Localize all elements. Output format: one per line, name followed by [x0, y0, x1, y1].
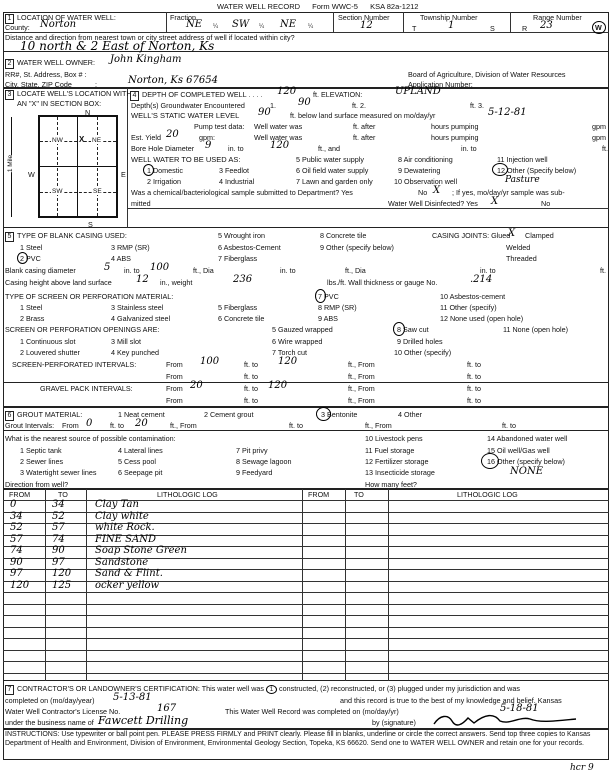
elevation-value[interactable]: UPLAND	[395, 86, 441, 97]
well-water-was-1: Well water was	[254, 122, 303, 131]
log-cell-desc[interactable]: Soap Stone Green	[95, 545, 187, 556]
log-cell-desc[interactable]: FINE SAND	[95, 533, 156, 545]
static-text: ft. below land surface measured on mo/day/yr	[290, 111, 436, 120]
log-cell-desc[interactable]: Sand & Flint.	[95, 568, 163, 579]
screen-abs[interactable]: 9 ABS	[318, 314, 338, 323]
grout-intervals-label: Grout Intervals:	[5, 421, 55, 430]
contam-sewer[interactable]: 2 Sewer lines	[20, 457, 64, 466]
business-label: under the business name of	[5, 718, 94, 727]
contamination-label: What is the nearest source of possible contamination:	[5, 434, 176, 443]
bore-ft-and: ft., and	[318, 144, 340, 153]
gravel-ft-to-2: ft. to	[467, 384, 481, 393]
casing-ft-end: ft.	[600, 266, 606, 275]
range-value[interactable]: 23	[540, 20, 553, 31]
joints-clamped[interactable]: Clamped	[525, 231, 554, 240]
township-label: Township Number	[420, 13, 478, 22]
bore-label: Bore Hole Diameter	[131, 144, 195, 153]
se-quadrant-label: SE	[93, 188, 102, 195]
grout-to-value[interactable]: 20	[135, 418, 148, 429]
opening-none[interactable]: 11 None (open hole)	[503, 325, 568, 334]
casing-rmp[interactable]: 3 RMP (SR)	[111, 243, 150, 252]
contam-feedyard[interactable]: 9 Feedyard	[236, 468, 273, 477]
groundwater-label: Depth(s) Groundwater Encountered	[131, 101, 245, 110]
perf-ft-to-3: ft. to	[244, 372, 258, 381]
log-header-from: FROM	[9, 490, 31, 499]
completed-date[interactable]: 5-13-81	[113, 692, 152, 703]
title-text: WATER WELL RECORD	[217, 2, 301, 11]
bore-in-to-2: in. to	[461, 144, 477, 153]
wall-thickness-value[interactable]: .214	[470, 274, 493, 285]
perf-from-value[interactable]: 100	[200, 356, 220, 367]
distance-value[interactable]: 10 north & 2 East of Norton, Ks	[20, 39, 215, 53]
sample-no: No	[418, 188, 428, 197]
contam-oilwell[interactable]: 15 Oil well/Gas well	[487, 446, 550, 455]
form-number: Form WWC-5	[312, 2, 358, 11]
quarter-mark: ¼	[308, 24, 314, 30]
feet-label: How many feet?	[365, 480, 417, 489]
grout-bentonite-circle	[316, 407, 331, 421]
gravel-intervals-label: GRAVEL PACK INTERVALS:	[40, 384, 133, 393]
county-label: County:	[5, 23, 30, 32]
casing-height-value[interactable]: 12	[136, 274, 149, 285]
opening-saw-circle	[393, 322, 405, 336]
range-direction-circle	[592, 21, 606, 34]
screen-steel[interactable]: 1 Steel	[20, 303, 43, 312]
contam-abandoned[interactable]: 14 Abandoned water well	[487, 434, 568, 443]
log-rule	[3, 661, 609, 662]
sample-tail: ; If yes, mo/day/yr sample was sub-	[452, 188, 565, 197]
screen-other[interactable]: 11 Other (specify)	[440, 303, 497, 312]
contam-privy[interactable]: 7 Pit privy	[236, 446, 268, 455]
instructions-text: INSTRUCTIONS: Use typewriter or ball point pen. PLEASE PRESS FIRMLY and PRINT clearly. Please fill in blanks, underline or circle the correct answers. Send top three copies to Kansas Department of Health and Environment, Division of Environment, Environmental Geology Section, Topeka, KS 66620. Send one to WATER WELL OWNER and retain one for your records.	[5, 731, 591, 747]
ft-after-2: ft. after	[353, 133, 376, 142]
fraction-label: Fraction	[170, 13, 196, 22]
record-date-label: This Water Well Record was completed on (mo/day/yr)	[225, 707, 399, 716]
contam-watertight[interactable]: 3 Watertight sewer lines	[20, 468, 97, 477]
contam-seepage[interactable]: 6 Seepage pit	[118, 468, 163, 477]
log-header-lithology-2: LITHOLOGIC LOG	[457, 490, 518, 499]
completed-label: completed on (mo/day/year)	[5, 696, 95, 705]
perf-ft-to-2: ft. to	[467, 360, 481, 369]
city-value[interactable]: Norton, Ks 67654	[128, 75, 218, 86]
sample-mitted: mitted	[131, 199, 151, 208]
depth-value[interactable]: 120	[277, 86, 297, 97]
section-6-box	[3, 407, 609, 431]
wall-thickness-label: lbs./ft. Wall thickness or gauge No.	[327, 278, 438, 287]
business-name-value[interactable]: Fawcett Drilling	[98, 714, 189, 727]
log-cell-to[interactable]: 57	[52, 522, 65, 533]
use-irrigation[interactable]: 2 Irrigation	[147, 177, 181, 186]
opening-wire[interactable]: 6 Wire wrapped	[272, 337, 323, 346]
bore-ft-end: ft.	[602, 144, 608, 153]
joints-threaded[interactable]: Threaded	[506, 254, 537, 263]
record-date-value[interactable]: 5-18-81	[500, 703, 539, 714]
log-cell-desc[interactable]: white Rock.	[95, 522, 155, 533]
section-3-label: 3 LOCATE WELL'S LOCATION WITH AN "X" IN SECTION BOX:	[5, 90, 132, 108]
log-rule	[3, 604, 609, 605]
screen-asbestos[interactable]: 10 Asbestos-cement	[440, 292, 506, 301]
sw-quadrant-label: SW	[52, 188, 63, 195]
well-location-mark: X	[79, 135, 85, 144]
casing-other[interactable]: 9 Other (specify below)	[320, 243, 394, 252]
casing-in-to-3: in. to	[480, 266, 496, 275]
log-rule	[3, 523, 609, 524]
city-colon: :	[95, 80, 97, 89]
log-rule	[3, 592, 609, 593]
ft-unit: ft.	[313, 90, 319, 99]
log-rule	[3, 627, 609, 628]
screen-fiberglass[interactable]: 5 Fiberglass	[218, 303, 258, 312]
contam-septic[interactable]: 1 Septic tank	[20, 446, 62, 455]
quarter-mark: ¼	[213, 24, 219, 30]
log-rule	[3, 569, 609, 570]
elevation-label: ELEVATION:	[321, 90, 363, 99]
yield-label: Est. Yield	[131, 133, 161, 142]
grout-bentonite[interactable]: 3 Bentonite	[321, 410, 358, 419]
mile-scale-label: 1 Mile	[7, 154, 15, 173]
footer-note: hcr 9	[570, 763, 594, 773]
well-water-was-2: Well water was	[254, 133, 303, 142]
section-number-label: Section Number	[338, 13, 390, 22]
log-rule	[3, 615, 609, 616]
gravel-from-value[interactable]: 20	[190, 380, 203, 391]
opening-drilled[interactable]: 9 Drilled holes	[397, 337, 443, 346]
grout-ft-to-2: ft. to	[289, 421, 303, 430]
county-value[interactable]: Norton	[40, 19, 77, 30]
grout-from-value[interactable]: 0	[86, 418, 93, 429]
log-rule	[3, 500, 609, 501]
casing-steel[interactable]: 1 Steel	[20, 243, 43, 252]
opening-other[interactable]: 10 Other (specify)	[394, 348, 452, 357]
casing-in-to: in. to	[124, 266, 140, 275]
joints-label: CASING JOINTS: Glued	[432, 231, 511, 240]
distance-label: Distance and direction from nearest town or city street address of well if located within city?	[5, 33, 295, 42]
casing-wrought[interactable]: 5 Wrought iron	[218, 231, 266, 240]
gravel-ft-from: ft., From	[348, 384, 375, 393]
east-label: E	[121, 170, 126, 179]
screen-brass[interactable]: 2 Brass	[20, 314, 45, 323]
grout-other[interactable]: 4 Other	[398, 410, 422, 419]
log-cell-from[interactable]: 52	[10, 522, 23, 533]
log-cell-to[interactable]: 74	[52, 533, 65, 545]
static-level-label: WELL'S STATIC WATER LEVEL	[131, 111, 240, 120]
screen-rmp[interactable]: 8 RMP (SR)	[318, 303, 357, 312]
opening-mill[interactable]: 3 Mill slot	[111, 337, 141, 346]
casing-in-to-2: in. to	[280, 266, 296, 275]
screen-none[interactable]: 12 None used (open hole)	[440, 314, 524, 323]
grout-neat[interactable]: 1 Neat cement	[118, 410, 165, 419]
contam-insecticide[interactable]: 13 Insecticide storage	[365, 468, 435, 477]
range-label: Range Number	[533, 13, 582, 22]
screen-material-label: TYPE OF SCREEN OR PERFORATION MATERIAL:	[5, 292, 174, 301]
contam-fuel[interactable]: 11 Fuel storage	[365, 446, 415, 455]
gpm-2: gpm	[592, 133, 606, 142]
certification-line-1: 7 CONTRACTOR'S OR LANDOWNER'S CERTIFICATION: This water well was 1 constructed, (2) reconstructed, or (3) plugged under my jurisdiction and was	[5, 684, 520, 695]
screen-pvc-circle	[315, 289, 326, 303]
gravel-to-value[interactable]: 120	[268, 380, 288, 391]
license-label: Water Well Contractor's License No.	[5, 707, 121, 716]
contam-livestock[interactable]: 10 Livestock pens	[365, 434, 423, 443]
casing-asbestos[interactable]: 6 Asbestos-Cement	[218, 243, 281, 252]
log-cell-from[interactable]: 34	[10, 510, 23, 522]
lithologic-log-table	[3, 489, 609, 681]
constructed-circle[interactable]: 1	[266, 685, 277, 694]
city-label: City, State, ZIP Code	[5, 80, 72, 89]
gravel-ft-to-4: ft. to	[467, 396, 481, 405]
township-suffix: S	[490, 24, 495, 33]
opening-key[interactable]: 4 Key punched	[111, 348, 159, 357]
casing-pvc[interactable]: 2 PVC	[20, 254, 41, 263]
log-cell-from[interactable]: 0	[10, 499, 17, 510]
perf-ft-from-2: ft., From	[348, 372, 375, 381]
gw3-label: ft. 3.	[470, 101, 484, 110]
casing-diameter-value[interactable]: 5	[104, 262, 111, 273]
opening-torch[interactable]: 7 Torch cut	[272, 348, 308, 357]
grout-cement[interactable]: 2 Cement grout	[204, 410, 254, 419]
log-header-to: TO	[58, 490, 68, 499]
perf-from-label: From	[166, 360, 183, 369]
screen-galvanized[interactable]: 4 Galvanized steel	[111, 314, 171, 323]
contam-lagoon[interactable]: 8 Sewage lagoon	[236, 457, 292, 466]
ne-quadrant-label: NE	[92, 137, 102, 144]
disinfected-label: Water Well Disinfected? Yes	[388, 199, 478, 208]
use-domestic[interactable]: 1 Domestic	[147, 166, 183, 175]
use-dewatering[interactable]: 9 Dewatering	[398, 166, 441, 175]
opening-gauzed[interactable]: 5 Gauzed wrapped	[272, 325, 333, 334]
use-other[interactable]: 12 Other (Specify below)	[497, 166, 577, 175]
township-prefix: T	[412, 24, 417, 33]
address-label: RR#, St. Address, Box # :	[5, 70, 87, 79]
gw1-label: 1.	[270, 101, 276, 110]
log-header-to-2: TO	[354, 490, 364, 499]
license-value[interactable]: 167	[157, 703, 177, 714]
range-prefix: R	[522, 24, 528, 33]
fraction-q3[interactable]: NE	[280, 19, 297, 30]
opening-continuous[interactable]: 1 Continuous slot	[20, 337, 76, 346]
north-label: N	[85, 108, 91, 117]
casing-concrete[interactable]: 8 Concrete tile	[320, 231, 367, 240]
nw-quadrant-label: NW	[52, 137, 63, 144]
sample-question: Was a chemical/bacteriological sample submitted to Department? Yes	[131, 188, 353, 197]
fraction-q2[interactable]: SW	[232, 19, 250, 30]
south-label: S	[88, 220, 93, 229]
log-cell-desc[interactable]: Clay Tan	[95, 499, 139, 510]
log-rule	[3, 512, 609, 513]
casing-weight-value[interactable]: 236	[233, 274, 253, 285]
casing-ft-dia: ft., Dia	[193, 266, 214, 275]
use-other-value[interactable]: Pasture	[505, 175, 540, 185]
grout-ft-from: ft., From	[170, 421, 197, 430]
gw1-value[interactable]: 90	[298, 97, 311, 108]
joints-welded[interactable]: Welded	[506, 243, 531, 252]
ksa-number: KSA 82a-1212	[370, 2, 419, 11]
casing-weight-label: in., weight	[160, 278, 193, 287]
bore-value[interactable]: 9	[205, 140, 212, 151]
gravel-from-label: From	[166, 384, 183, 393]
perf-to-value[interactable]: 120	[278, 356, 298, 367]
gpm-1: gpm	[592, 122, 606, 131]
casing-ft-dia-2: ft., Dia	[345, 266, 366, 275]
hours-pumping-2: hours pumping	[431, 133, 479, 142]
log-rule	[3, 546, 609, 547]
use-lawn[interactable]: 7 Lawn and garden only	[296, 177, 373, 186]
perf-ft-to: ft. to	[244, 360, 258, 369]
gravel-from-label-2: From	[166, 396, 183, 405]
section-5-label: 5 TYPE OF BLANK CASING USED:	[5, 231, 127, 242]
casing-height-label: Casing height above land surface	[5, 278, 112, 287]
log-cell-from[interactable]: 74	[10, 545, 23, 556]
yield-value[interactable]: 20	[166, 129, 179, 140]
log-cell-to[interactable]: 34	[52, 499, 65, 510]
pump-test-label: Pump test data:	[194, 122, 245, 131]
use-industrial[interactable]: 4 Industrial	[219, 177, 255, 186]
contam-other-value[interactable]: NONE	[510, 466, 543, 477]
depth-label: 4 DEPTH OF COMPLETED WELL . . . .	[130, 90, 262, 101]
application-label: Application Number:	[408, 80, 473, 89]
perf-from-label-2: From	[166, 372, 183, 381]
certification-line-2: and this record is true to the best of my knowledge and belief. Kansas	[340, 696, 562, 705]
direction-label: Direction from well?	[5, 480, 69, 489]
form-title	[217, 2, 418, 11]
casing-pvc-circle	[17, 252, 28, 264]
screen-concrete[interactable]: 6 Concrete tile	[218, 314, 265, 323]
gravel-ft-to: ft. to	[244, 384, 258, 393]
static-date[interactable]: 5-12-81	[488, 107, 527, 118]
bore-in-to: in. to	[228, 144, 244, 153]
section-1-label: 1 LOCATION OF WATER WELL:	[5, 13, 116, 24]
contam-other[interactable]: 16 Other (specify below)	[487, 457, 565, 466]
gravel-ft-from-2: ft., From	[348, 396, 375, 405]
screen-pvc[interactable]: 7 PVC	[318, 292, 339, 301]
quarter-mark: ¼	[259, 24, 265, 30]
log-rule	[3, 581, 609, 582]
range-direction[interactable]: W	[595, 23, 602, 32]
log-cell-to[interactable]: 120	[52, 568, 72, 579]
section-6-label: 6 GROUT MATERIAL:	[5, 410, 82, 421]
contam-other-circle	[481, 453, 499, 469]
township-value[interactable]: 1	[448, 20, 455, 31]
use-air[interactable]: 8 Air conditioning	[398, 155, 453, 164]
section-2-label: 2 WATER WELL OWNER:	[5, 58, 95, 69]
log-rule	[3, 650, 609, 651]
perforated-intervals-label: SCREEN-PERFORATED INTERVALS:	[12, 360, 137, 369]
casing-diameter-to[interactable]: 100	[150, 262, 170, 273]
owner-value[interactable]: John Kingham	[110, 54, 182, 65]
log-cell-to[interactable]: 125	[52, 579, 72, 591]
section-number-value[interactable]: 12	[360, 20, 373, 31]
log-rule	[3, 673, 609, 674]
openings-label: SCREEN OR PERFORATION OPENINGS ARE:	[5, 325, 160, 334]
grout-ft-from-2: ft., From	[365, 421, 392, 430]
use-public[interactable]: 5 Public water supply	[296, 155, 364, 164]
log-cell-to[interactable]: 52	[52, 510, 65, 522]
log-cell-to[interactable]: 97	[52, 556, 65, 568]
casing-diameter-label: Blank casing diameter	[5, 266, 76, 275]
log-header-from-2: FROM	[308, 490, 330, 499]
gravel-ft-to-3: ft. to	[244, 396, 258, 405]
fraction-q1[interactable]: NE	[186, 19, 203, 30]
contam-lateral[interactable]: 4 Lateral lines	[118, 446, 163, 455]
disinfected-no: No	[541, 199, 551, 208]
opening-saw[interactable]: 8 Saw cut	[397, 325, 429, 334]
log-cell-from[interactable]: 97	[10, 568, 23, 579]
gpm-colon: gpm:	[199, 133, 215, 142]
grout-ft-to-3: ft. to	[502, 421, 516, 430]
log-rule	[3, 535, 609, 536]
log-cell-desc[interactable]: ocker yellow	[95, 579, 160, 591]
opening-louvered[interactable]: 2 Louvered shutter	[20, 348, 80, 357]
log-cell-desc[interactable]: Clay white	[95, 510, 149, 522]
glued-mark[interactable]: X	[508, 228, 516, 239]
bore-to-value[interactable]: 120	[270, 140, 290, 151]
casing-fiberglass[interactable]: 7 Fiberglass	[218, 254, 258, 263]
screen-stainless[interactable]: 3 Stainless steel	[111, 303, 164, 312]
log-rule	[3, 558, 609, 559]
perf-ft-to-4: ft. to	[467, 372, 481, 381]
grout-from-label: From	[62, 421, 79, 430]
gw2-label: ft. 2.	[352, 101, 366, 110]
board-label: Board of Agriculture, Division of Water Resources	[408, 70, 566, 79]
sample-no-mark[interactable]: X	[433, 185, 441, 196]
use-injection[interactable]: 11 Injection well	[497, 155, 548, 164]
use-oilfield[interactable]: 6 Oil field water supply	[296, 166, 369, 175]
grout-ft-to: ft. to	[110, 421, 124, 430]
hours-pumping-1: hours pumping	[431, 122, 479, 131]
log-cell-from[interactable]: 90	[10, 556, 23, 568]
casing-abs[interactable]: 4 ABS	[111, 254, 131, 263]
log-cell-from[interactable]: 57	[10, 533, 23, 545]
log-cell-to[interactable]: 90	[52, 545, 65, 556]
signature	[430, 711, 580, 728]
perf-ft-from: ft., From	[348, 360, 375, 369]
use-feedlot[interactable]: 3 Feedlot	[219, 166, 249, 175]
contam-fertilizer[interactable]: 12 Fertilizer storage	[365, 457, 429, 466]
contam-cess[interactable]: 5 Cess pool	[118, 457, 156, 466]
use-label: WELL WATER TO BE USED AS:	[131, 155, 241, 164]
log-cell-desc[interactable]: Sandstone	[95, 556, 149, 568]
log-cell-from[interactable]: 120	[10, 579, 30, 591]
use-observation[interactable]: 10 Observation well	[394, 177, 458, 186]
static-level-value[interactable]: 90	[258, 107, 271, 118]
use-domestic-circle	[143, 164, 154, 176]
disinfected-yes-mark[interactable]: X	[491, 196, 499, 207]
ft-after-1: ft. after	[353, 122, 376, 131]
log-rule	[3, 638, 609, 639]
west-label: W	[28, 170, 35, 179]
log-header-lithology: LITHOLOGIC LOG	[157, 490, 218, 499]
signature-label: by (signature)	[372, 718, 416, 727]
